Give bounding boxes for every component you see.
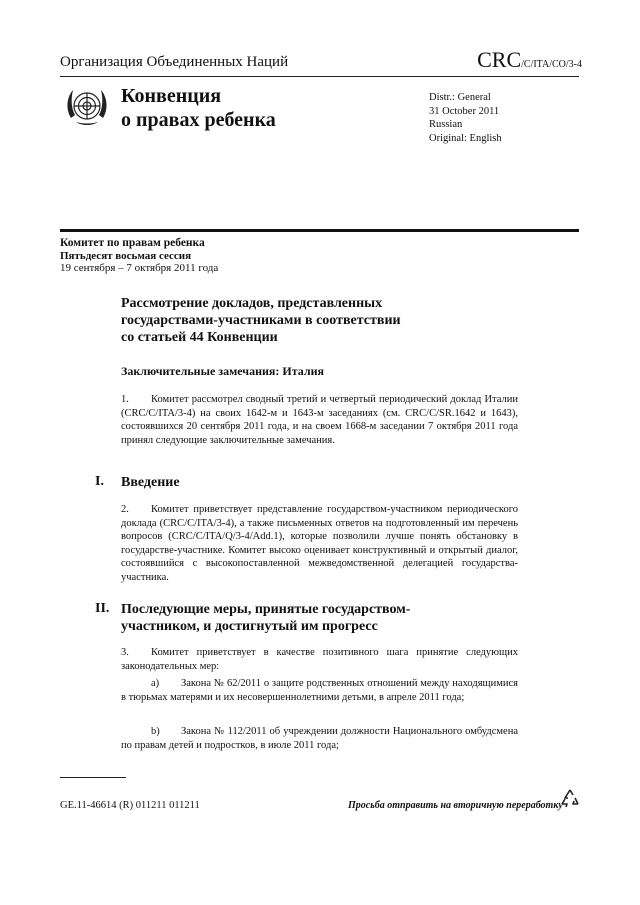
paragraph-text: Комитет приветствует в качестве позитивного шага принятие следующих законодательных мер: bbox=[121, 647, 518, 672]
footnote-rule bbox=[60, 777, 126, 778]
heading-line-2: государствами-участниками в соответствии bbox=[121, 313, 401, 328]
committee-name: Комитет по правам ребенка bbox=[60, 237, 205, 249]
subparagraph-text: Закона № 112/2011 об учреждении должности Национального омбудсмена по правам детей и подростков, в июле 2011 года; bbox=[121, 726, 518, 751]
un-emblem-icon bbox=[62, 82, 112, 132]
section-2-title bbox=[121, 601, 501, 635]
organization-name: Организация Объединенных Наций bbox=[60, 54, 289, 70]
header-divider bbox=[60, 76, 579, 77]
language-line: Russian bbox=[429, 119, 463, 130]
original-line: Original: English bbox=[429, 132, 502, 144]
paragraph-1 bbox=[121, 393, 518, 447]
subparagraph-b bbox=[121, 725, 518, 752]
convention-title bbox=[121, 84, 276, 132]
document-job-number: GE.11-46614 (R) 011211 011211 bbox=[60, 800, 200, 811]
session-name: Пятьдесят восьмая сессия bbox=[60, 249, 192, 262]
title-line-2: о правах ребенка bbox=[121, 109, 276, 131]
section-1-title: Введение bbox=[121, 475, 180, 490]
recycle-notice: Просьба отправить на вторичную переработку bbox=[348, 800, 563, 811]
paragraph-3 bbox=[121, 646, 518, 673]
paragraph-text: Комитет рассмотрел сводный третий и четвертый периодический доклад Италии (CRC/C/ITA/3-4) на своих 1642-м и 1643-м заседаниях (см. CRC/C/SR.1642 и 1643), состоявшихся 20 сентября 2011 года, и на своем 1668-м заседании 7 октября 2011 года принял следующие заключительные замечания. bbox=[121, 394, 518, 446]
title-line-1: Конвенция bbox=[121, 85, 222, 107]
thick-divider bbox=[60, 229, 579, 232]
distr-line: Distr.: General bbox=[429, 92, 491, 103]
symbol-main: CRC bbox=[477, 47, 522, 72]
subparagraph-text: Закона № 62/2011 о защите родственных отношений между находящимися в тюрьмах матерями и их несовершеннолетними детьми, в апреле 2011 года; bbox=[121, 678, 518, 703]
recycle-icon bbox=[558, 787, 582, 811]
document-symbol bbox=[477, 47, 582, 73]
subparagraph-label: a) bbox=[151, 678, 160, 689]
symbol-suffix: /C/ITA/CO/3-4 bbox=[521, 59, 582, 70]
paragraph-2 bbox=[121, 503, 518, 584]
section-1-number: I. bbox=[95, 474, 104, 489]
heading-line-1: Рассмотрение докладов, представленных bbox=[121, 296, 383, 311]
subheading: Заключительные замечания: Италия bbox=[121, 364, 325, 378]
subparagraph-a bbox=[121, 677, 518, 704]
subparagraph-label: b) bbox=[151, 726, 160, 737]
paragraph-text: Комитет приветствует представление государством-участником периодического доклада (CRC/C/ITA/3-4), а также письменных ответов на подготовленный им перечень вопросов (CRC/C/ITA/Q/3-4/Add.1), которые позволили лучше понять обстановку в государстве-участнике. Комитет высоко оценивает конструктивный и открытый диалог, состоявшийся с высокопоставленной межведомственной делегацией государства-участника. bbox=[121, 504, 518, 583]
paragraph-number: 1. bbox=[121, 394, 129, 405]
section-2-title-line-1: Последующие меры, принятые государством- bbox=[121, 602, 411, 617]
heading-line-3: со статьей 44 Конвенции bbox=[121, 330, 278, 345]
paragraph-number: 2. bbox=[121, 504, 129, 515]
committee-block bbox=[60, 237, 218, 275]
section-2-number: II. bbox=[95, 601, 110, 616]
paragraph-number: 3. bbox=[121, 647, 129, 658]
session-dates: 19 сентября – 7 октября 2011 года bbox=[60, 262, 219, 274]
document-heading bbox=[121, 295, 481, 346]
date-line: 31 October 2011 bbox=[429, 105, 500, 117]
distribution-block bbox=[429, 91, 502, 145]
section-2-title-line-2: участником, и достигнутый им прогресс bbox=[121, 619, 378, 634]
